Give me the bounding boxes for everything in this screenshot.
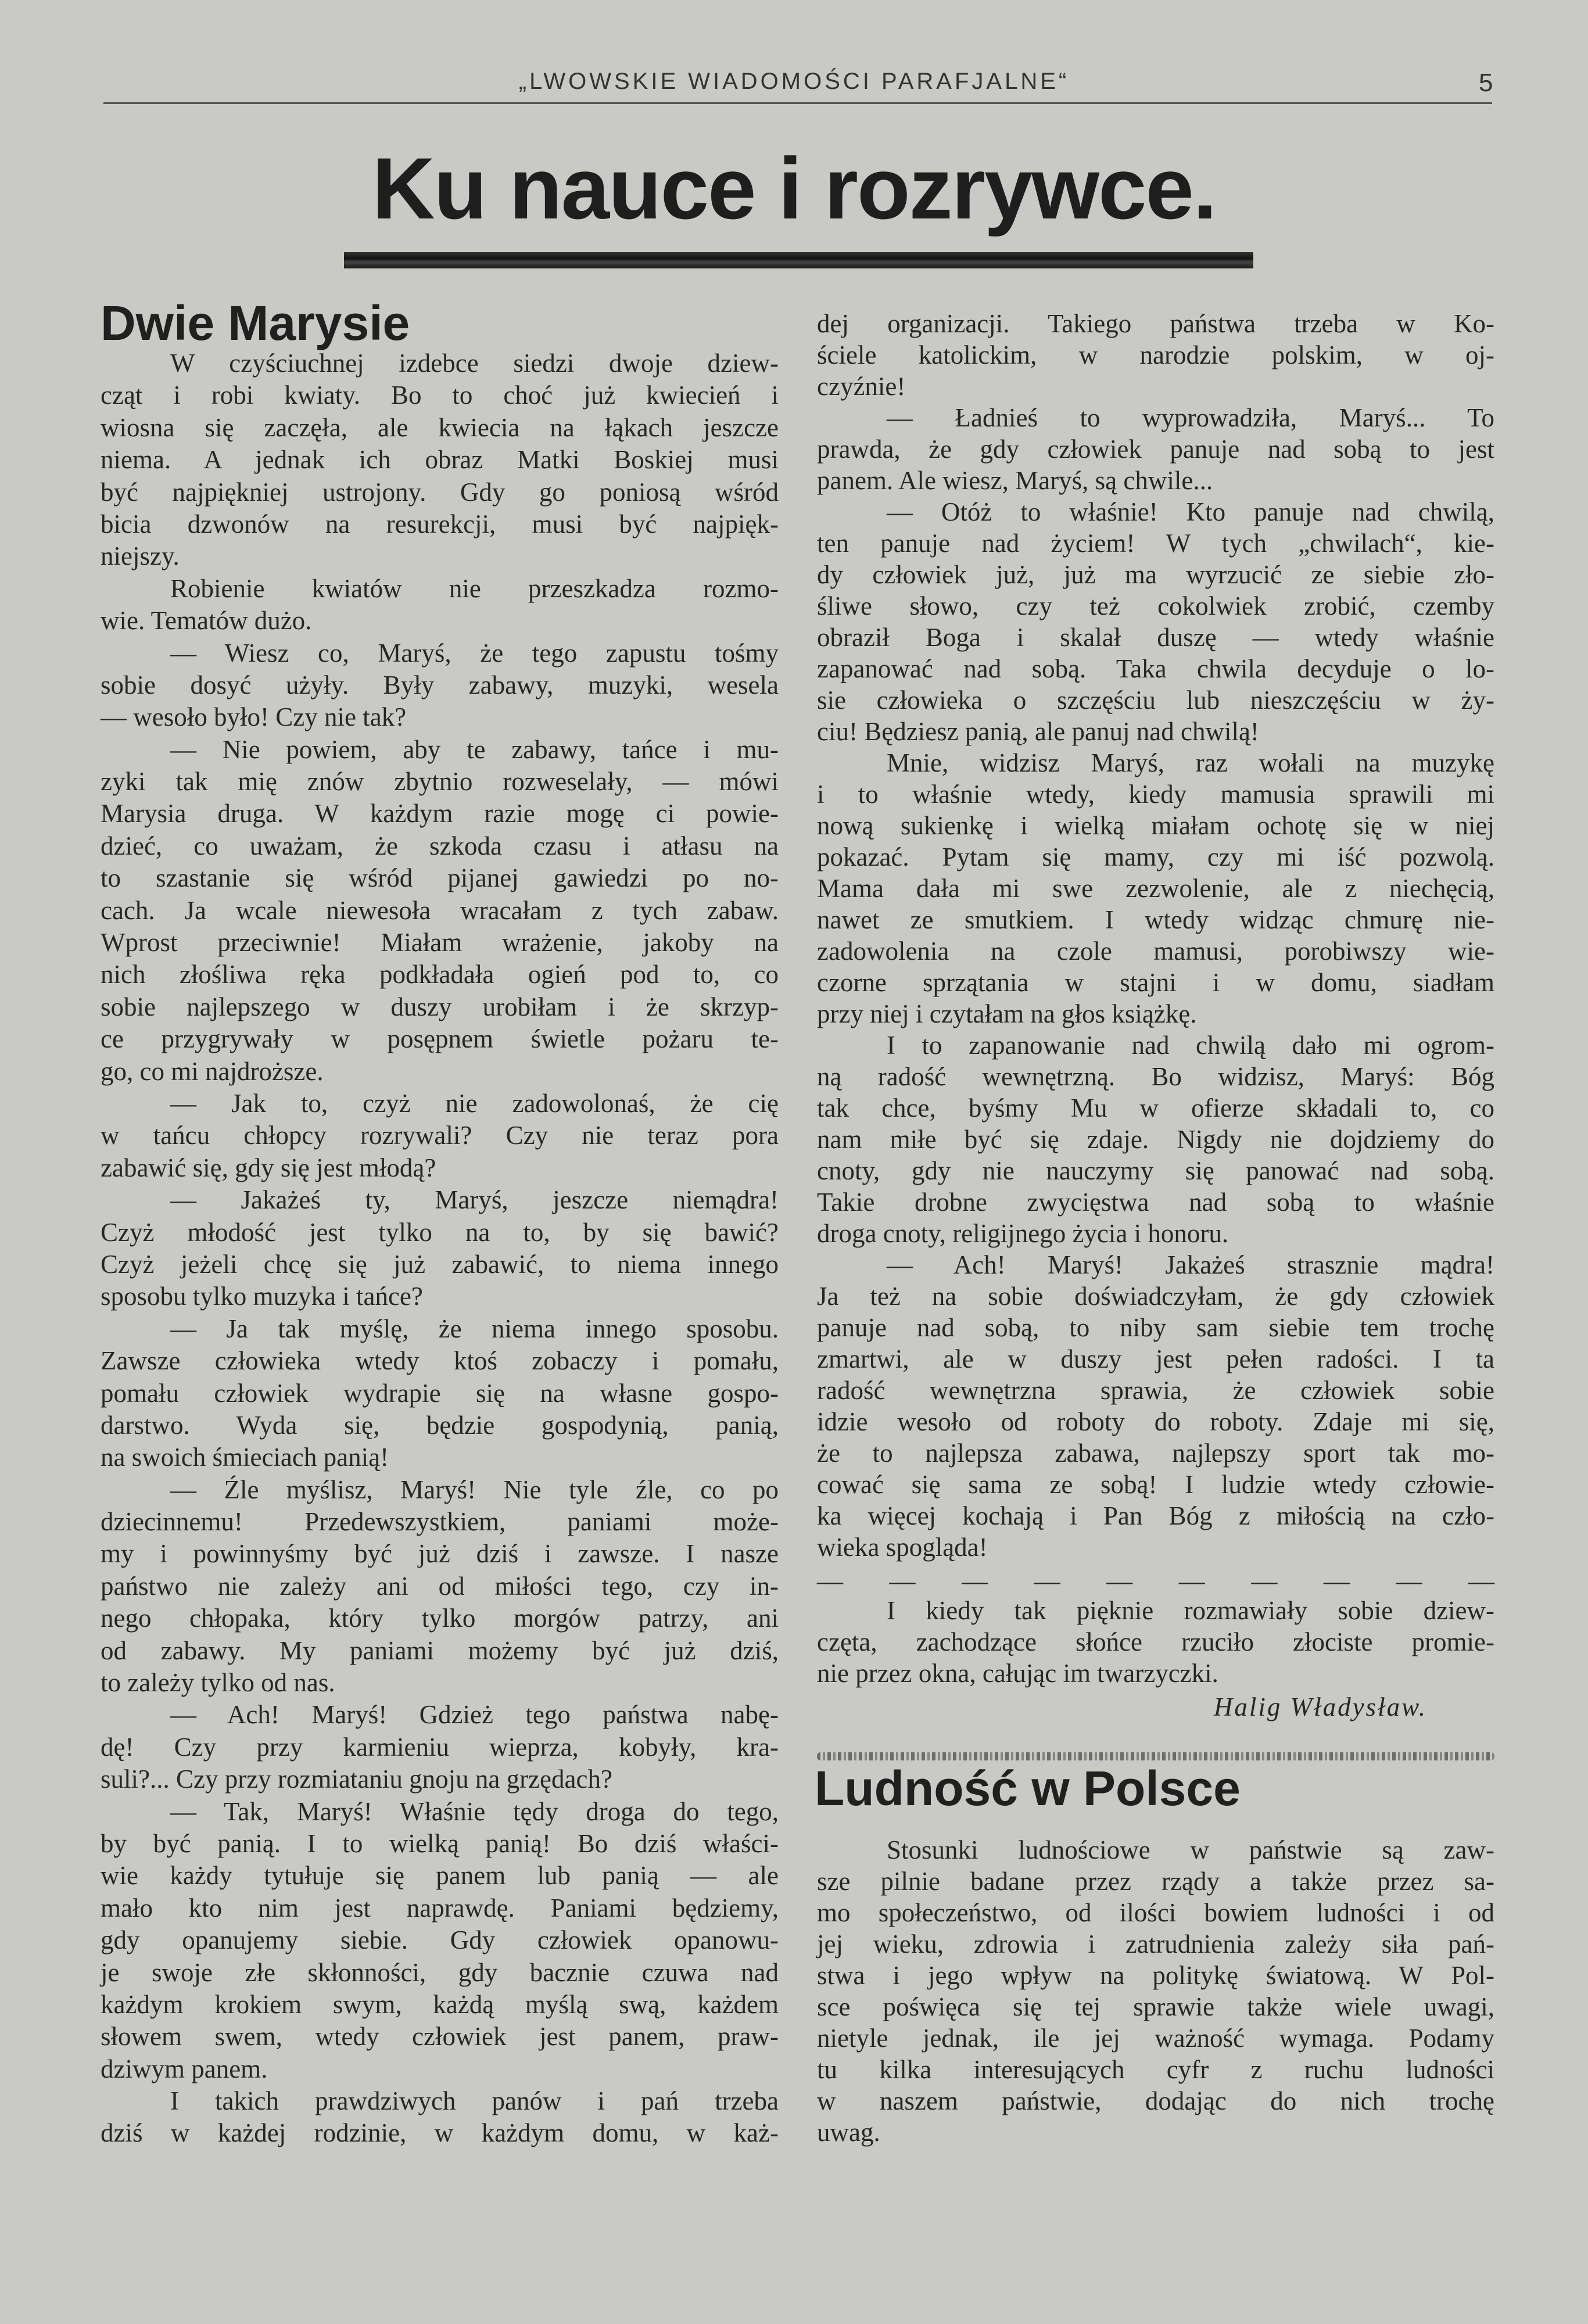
paragraph	[101, 1313, 779, 1474]
text-line: sposobu tylko muzyka i tańce?	[101, 1282, 423, 1311]
text-line: mało kto nim jest naprawdę. Paniami będziemy,	[101, 1893, 779, 1923]
text-line: zyki tak mię znów zbytnio rozweselały, — mówi	[101, 767, 779, 797]
text-line: droga cnoty, religijnego życia i honoru.	[817, 1219, 1229, 1248]
text-line: Takie drobne zwycięstwa nad sobą to właśnie	[817, 1188, 1494, 1217]
text-line: Czyż jeżeli chcę się już zabawić, to niema innego	[101, 1249, 779, 1279]
text-line: nietyle jednak, ile jej ważność wymaga. Podamy	[817, 2024, 1494, 2053]
text-line: idzie wesoło od roboty do roboty. Zdaje mi się,	[817, 1407, 1494, 1436]
left-column-text	[101, 347, 779, 2150]
text-line: przy niej i czytałam na głos książkę.	[817, 999, 1197, 1028]
paragraph	[817, 1249, 1494, 1563]
paragraph	[817, 747, 1494, 1030]
text-line: słowem swem, wtedy człowiek jest panem, praw-	[101, 2022, 779, 2052]
text-line: że to najlepsza zabawa, najlepszy sport tak mo-	[817, 1439, 1494, 1468]
text-line: czorne sprzątania w stajni i w domu, siadłam	[817, 968, 1494, 997]
text-line: I to zapanowanie nad chwilą dało mi ogrom-	[887, 1031, 1494, 1060]
paragraph	[101, 1796, 779, 2086]
text-line: sobie najlepszego w duszy urobiłam i że skrzyp-	[101, 992, 779, 1021]
text-line: Zawsze człowieka wtedy ktoś zobaczy i pomału,	[101, 1346, 779, 1376]
running-header-title: „LWOWSKIE WIADOMOŚCI PARAFJALNE“	[518, 69, 1070, 94]
text-line: dej organizacji. Takiego państwa trzeba w Ko-	[817, 309, 1494, 338]
text-line: każdym krokiem swym, każdą myślą swą, każdem	[101, 1989, 779, 2019]
text-line: cnoty, gdy nie nauczymy się panować nad sobą.	[817, 1156, 1494, 1185]
text-line: jej wieku, zdrowia i zatrudnienia zależy siła pań-	[817, 1930, 1494, 1959]
text-line: być najpiękniej ustrojony. Gdy go poniosą wśród	[101, 477, 779, 507]
text-line: panem. Ale wiesz, Maryś, są chwile...	[817, 466, 1213, 495]
text-line: — Nie powiem, aby te zabawy, tańce i mu-	[170, 734, 779, 764]
text-line: zmartwi, ale w duszy jest pełen radości. I ta	[817, 1344, 1494, 1373]
paragraph	[817, 308, 1494, 402]
dash-separator: — — — — — — — — — —	[817, 1566, 1494, 1595]
text-line: tak chce, byśmy Mu w ofierze składali to, co	[817, 1093, 1494, 1122]
text-line: — Wiesz co, Maryś, że tego zapustu tośmy	[170, 638, 779, 668]
text-line: dziwym panem.	[101, 2054, 268, 2083]
paragraph	[101, 1184, 779, 1313]
text-line: nie przez okna, całując im twarzyczki.	[817, 1659, 1218, 1688]
text-line: dzieć, co uważam, że szkoda czasu i atłasu na	[101, 831, 779, 860]
paragraph	[101, 1088, 779, 1184]
text-line: Mnie, widzisz Maryś, raz wołali na muzykę	[887, 748, 1494, 777]
text-line: ną radość wewnętrzną. Bo widzisz, Maryś: Bóg	[817, 1062, 1494, 1091]
text-line: — Tak, Maryś! Właśnie tędy droga do tego,	[170, 1796, 779, 1826]
text-line: wie każdy tytułuje się panem lub panią — ale	[101, 1861, 779, 1891]
text-line: czyźnie!	[817, 372, 906, 401]
paragraph	[101, 2085, 779, 2150]
paragraph	[101, 1474, 779, 1699]
text-line: pokazać. Pytam się mamy, czy mi iść pozwolą.	[817, 842, 1494, 871]
text-line: Stosunki ludnościowe w państwie są zaw-	[887, 1835, 1494, 1864]
text-line: ka więcej kochają i Pan Bóg z miłością na czło-	[817, 1501, 1494, 1530]
text-line: sobie dosyć użyły. Były zabawy, muzyki, wesela	[101, 670, 779, 700]
text-line: Ja też na sobie doświadczyłam, że gdy człowiek	[817, 1282, 1494, 1311]
paragraph	[817, 1030, 1494, 1249]
text-line: by być panią. I to wielką panią! Bo dziś właści-	[101, 1828, 779, 1858]
text-line: — Otóż to właśnie! Kto panuje nad chwilą,	[887, 497, 1494, 526]
right-column-text	[817, 308, 1494, 1563]
section-title: Ku nauce i rozrywce.	[372, 139, 1216, 237]
text-line: pomału człowiek wydrapie się na własne gospo-	[101, 1378, 779, 1408]
title-underline-bar	[344, 252, 1253, 268]
text-line: zapanować nad sobą. Taka chwila decyduje o lo-	[817, 654, 1494, 683]
text-line: to szastanie się wśród pijanej gawiedzi po no-	[101, 863, 779, 893]
text-line: — wesoło było! Czy nie tak?	[101, 702, 407, 732]
text-line: nawet ze smutkiem. I wtedy widząc chmurę nie-	[817, 905, 1494, 934]
text-line: państwo nie zależy ani od miłości tego, czy in-	[101, 1571, 779, 1601]
text-line: obraził Boga i skalał duszę — wtedy właśnie	[817, 623, 1494, 652]
text-line: wie. Tematów dużo.	[101, 606, 312, 636]
author-signature: Halig Władysław.	[1213, 1692, 1427, 1722]
article-heading-dwie-marysie: Dwie Marysie	[101, 296, 410, 350]
text-line: — Jakażeś ty, Maryś, jeszcze niemądra!	[170, 1185, 779, 1215]
text-line: sze pilnie badane przez rządy a także przez sa-	[817, 1867, 1494, 1896]
paragraph	[101, 734, 779, 1088]
text-line: to zależy tylko od nas.	[101, 1668, 335, 1698]
text-line: — Ładnieś to wyprowadziła, Maryś... To	[887, 403, 1494, 432]
text-line: radość wewnętrzna sprawia, że człowiek sobie	[817, 1376, 1494, 1405]
article-heading-ludnosc: Ludność w Polsce	[815, 1761, 1241, 1816]
text-line: dziś w każdej rodzinie, w każdym domu, w każ-	[101, 2118, 779, 2148]
text-line: sce poświęca się tej sprawie także wiele uwagi,	[817, 1992, 1494, 2021]
text-line: uwag.	[817, 2118, 880, 2147]
text-line: — Ach! Maryś! Gdzież tego państwa nabę-	[170, 1700, 779, 1730]
text-line: na swoich śmieciach panią!	[101, 1443, 389, 1472]
text-line: panuje nad sobą, to niby sam siebie tem trochę	[817, 1313, 1494, 1342]
text-line: Robienie kwiatów nie przeszkadza rozmo-	[170, 573, 779, 603]
page-number: 5	[1479, 69, 1493, 97]
text-line: mo społeczeństwo, od ilości bowiem ludności i od	[817, 1898, 1494, 1927]
text-line: I takich prawdziwych panów i pań trzeba	[170, 2086, 779, 2116]
text-line: Marysia druga. W każdym razie mogę ci powie-	[101, 799, 779, 829]
text-line: od zabawy. My paniami możemy być już dziś,	[101, 1636, 779, 1665]
text-line: prawda, że gdy człowiek panuje nad sobą to jest	[817, 435, 1494, 464]
text-line: dziecinnemu! Przedewszystkiem, paniami może-	[101, 1507, 779, 1537]
text-line: i to właśnie wtedy, kiedy mamusia sprawili mi	[817, 780, 1494, 809]
text-line: zadowolenia na czole mamusi, porobiwszy wie-	[817, 937, 1494, 966]
text-line: dy człowiek już, już ma wyrzucić ze siebie zło-	[817, 560, 1494, 589]
text-line: — Źle myślisz, Maryś! Nie tyle źle, co po	[170, 1475, 779, 1504]
text-line: nową sukienkę i wielką miałam ochotę się w niej	[817, 811, 1494, 840]
text-line: niejszy.	[101, 541, 180, 571]
text-line: zabawić się, gdy się jest młodą?	[101, 1153, 436, 1182]
text-line: — Ja tak myślę, że niema innego sposobu.	[170, 1314, 779, 1343]
text-line: ciu! Będziesz panią, ale panuj nad chwilą!	[817, 717, 1259, 746]
paragraph	[817, 1595, 1494, 1689]
ornamental-divider	[817, 1752, 1494, 1760]
text-line: cować się sama ze sobą! I ludzie wtedy człowie-	[817, 1470, 1494, 1499]
text-line: wieka spogląda!	[817, 1533, 988, 1562]
text-line: suli?... Czy przy rozmiataniu gnoju na grzędach?	[101, 1764, 612, 1794]
text-line: my i powinnyśmy być już dziś i zawsze. I nasze	[101, 1539, 779, 1569]
text-line: nich złośliwa ręka podkładała ogień pod to, co	[101, 960, 779, 989]
header-rule	[103, 102, 1492, 104]
text-line: go, co mi najdroższe.	[101, 1056, 324, 1086]
text-line: nego chłopaka, który tylko morgów patrzy, ani	[101, 1604, 779, 1633]
text-line: dę! Czy przy karmieniu wieprza, kobyły, kra-	[101, 1732, 779, 1762]
text-line: darstwo. Wyda się, będzie gospodynią, panią,	[101, 1410, 779, 1440]
text-line: nam miłe być się zdaje. Nigdy nie dojdziemy do	[817, 1125, 1494, 1154]
text-line: Wprost przeciwnie! Miałam wrażenie, jakoby na	[101, 928, 779, 957]
text-line: W czyściuchnej izdebce siedzi dwoje dziew-	[170, 349, 779, 378]
text-line: śliwe słowo, czy też cokolwiek zrobić, czemby	[817, 591, 1494, 621]
closing-paragraph	[817, 1595, 1494, 1689]
text-line: sie człowieka o szczęściu lub nieszczęściu w ży-	[817, 686, 1494, 715]
text-line: cząt i robi kwiaty. Bo to choć już kwiecień i	[101, 381, 779, 410]
paragraph	[817, 1834, 1494, 2148]
paragraph	[101, 347, 779, 573]
text-line: — Ach! Maryś! Jakażeś strasznie mądra!	[887, 1250, 1494, 1279]
ludnosc-article-text	[817, 1834, 1494, 2148]
text-line: wiosna się zaczęła, ale kwiecia na łąkach jeszcze	[101, 413, 779, 442]
text-line: tu kilka interesujących cyfr z ruchu ludności	[817, 2055, 1494, 2084]
paragraph	[101, 637, 779, 734]
text-line: w tańcu chłopcy rozrywali? Czy nie teraz pora	[101, 1121, 779, 1150]
text-line: ściele katolickim, w narodzie polskim, w oj-	[817, 340, 1494, 370]
text-line: Czyż młodość jest tylko na to, by się bawić?	[101, 1217, 779, 1247]
text-line: gdy opanujemy siebie. Gdy człowiek opanowu-	[101, 1925, 779, 1955]
paragraph	[101, 573, 779, 637]
paragraph	[817, 496, 1494, 747]
text-line: stwa i jego wpływ na politykę światową. W Pol-	[817, 1961, 1494, 1990]
text-line: — Jak to, czyż nie zadowolonaś, że cię	[170, 1088, 779, 1118]
text-line: je swoje złe skłonności, gdy bacznie czuwa nad	[101, 1957, 779, 1987]
text-line: ce przygrywały w posępnem świetle pożaru te-	[101, 1024, 779, 1054]
text-line: bicia dzwonów na resurekcji, musi być najpięk-	[101, 509, 779, 539]
text-line: częta, zachodzące słońce rzuciło złociste promie-	[817, 1627, 1494, 1656]
paragraph	[817, 402, 1494, 496]
text-line: niema. A jednak ich obraz Matki Boskiej musi	[101, 445, 779, 475]
text-line: Mama dała mi swe zezwolenie, ale z niechęcią,	[817, 874, 1494, 903]
text-line: w naszem państwie, dodając do nich trochę	[817, 2086, 1494, 2115]
text-line: cach. Ja wcale niewesoła wracałam z tych zabaw.	[101, 895, 779, 925]
text-line: ten panuje nad życiem! W tych „chwilach“, kie-	[817, 529, 1494, 558]
paragraph	[101, 1699, 779, 1795]
text-line: I kiedy tak pięknie rozmawiały sobie dziew-	[887, 1596, 1494, 1625]
